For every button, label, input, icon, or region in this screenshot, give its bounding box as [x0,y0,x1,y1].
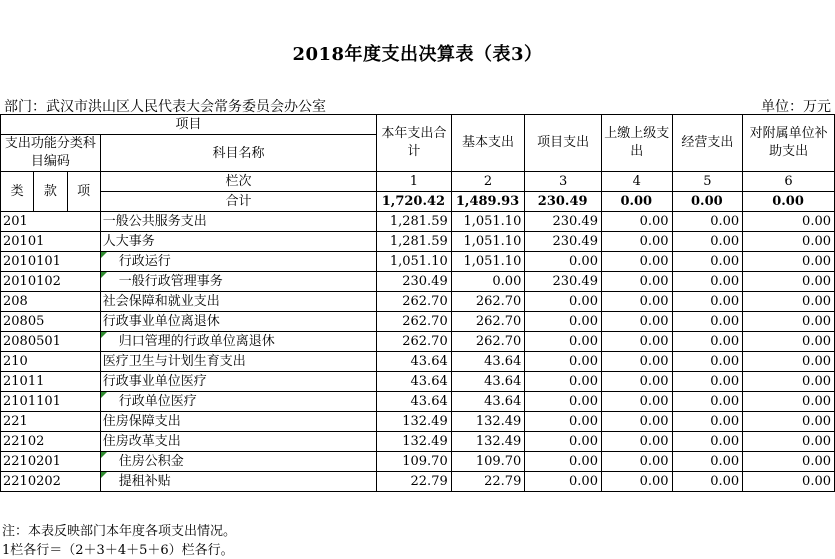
row-code: 208 [1,292,101,312]
row-value-5: 0.00 [672,372,743,392]
row-subject-name [100,272,376,292]
row-value-2: 43.64 [451,372,525,392]
row-value-1: 132.49 [377,432,452,452]
cell-comment-marker-icon [101,452,107,458]
table-row [1,452,835,472]
row-value-5: 0.00 [672,232,743,252]
row-value-3: 230.49 [525,212,602,232]
row-value-4: 0.00 [601,292,672,312]
row-value-1: 230.49 [377,272,452,292]
table-row [1,472,835,492]
row-value-2: 132.49 [451,412,525,432]
row-value-5: 0.00 [672,452,743,472]
total-value-6: 0.00 [743,192,835,212]
row-value-5: 0.00 [672,212,743,232]
table-row [1,412,835,432]
row-value-1: 262.70 [377,312,452,332]
row-code: 2010102 [1,272,101,292]
table-row [1,332,835,352]
row-subject-name [100,432,376,452]
col-number-4: 4 [601,172,672,192]
row-subject-name [100,332,376,352]
row-value-3: 0.00 [525,332,602,352]
row-value-2: 43.64 [451,352,525,372]
row-value-6: 0.00 [743,332,835,352]
total-value-2: 1,489.93 [451,192,525,212]
row-value-5: 0.00 [672,292,743,312]
row-value-5: 0.00 [672,472,743,492]
row-subject-name [100,412,376,432]
cell-comment-marker-icon [101,332,107,338]
row-value-6: 0.00 [743,312,835,332]
row-value-4: 0.00 [601,312,672,332]
row-value-1: 132.49 [377,412,452,432]
total-value-3: 230.49 [525,192,602,212]
row-value-3: 0.00 [525,352,602,372]
row-value-2: 262.70 [451,292,525,312]
row-subject-label: 人大事务 [102,234,155,249]
row-value-1: 43.64 [377,352,452,372]
row-code: 20101 [1,232,101,252]
row-code: 2210202 [1,472,101,492]
row-value-1: 22.79 [377,472,452,492]
row-value-5: 0.00 [672,332,743,352]
row-value-2: 0.00 [451,272,525,292]
row-value-6: 0.00 [743,212,835,232]
table-row [1,372,835,392]
row-subject-name [100,472,376,492]
row-value-2: 1,051.10 [451,252,525,272]
header-lei: 类 [1,172,34,212]
row-value-1: 1,281.59 [377,232,452,252]
row-value-3: 0.00 [525,372,602,392]
table-row [1,352,835,372]
total-value-1: 1,720.42 [377,192,452,212]
row-value-6: 0.00 [743,472,835,492]
row-value-1: 1,051.10 [377,252,452,272]
col-number-5: 5 [672,172,743,192]
row-value-4: 0.00 [601,232,672,252]
cell-comment-marker-icon [101,472,107,478]
row-subject-label: 一般行政管理事务 [118,274,223,289]
table-row [1,292,835,312]
row-value-5: 0.00 [672,252,743,272]
table-row [1,312,835,332]
header-item: 项目 [1,115,377,135]
table-header [1,115,835,212]
row-value-2: 1,051.10 [451,232,525,252]
row-value-3: 0.00 [525,392,602,412]
row-subject-name [100,252,376,272]
row-subject-label: 住房公积金 [118,454,184,469]
row-value-6: 0.00 [743,352,835,372]
row-subject-label: 行政运行 [118,254,171,269]
expenditure-table [0,114,835,492]
table-row [1,272,835,292]
row-subject-name [100,372,376,392]
table-row [1,212,835,232]
row-code: 2210201 [1,452,101,472]
row-subject-label: 行政单位医疗 [118,394,197,409]
row-value-6: 0.00 [743,432,835,452]
row-value-1: 262.70 [377,332,452,352]
row-code: 2101101 [1,392,101,412]
row-code: 201 [1,212,101,232]
row-value-3: 0.00 [525,472,602,492]
department-label: 部门：武汉市洪山区人民代表大会常务委员会办公室 [4,99,326,115]
row-value-1: 262.70 [377,292,452,312]
col-number-2: 2 [451,172,525,192]
row-code: 22102 [1,432,101,452]
header-xiang: 项 [67,172,100,212]
row-value-5: 0.00 [672,392,743,412]
row-value-4: 0.00 [601,372,672,392]
row-value-1: 1,281.59 [377,212,452,232]
row-value-5: 0.00 [672,432,743,452]
row-value-1: 43.64 [377,372,452,392]
row-value-4: 0.00 [601,352,672,372]
row-value-6: 0.00 [743,272,835,292]
row-subject-name [100,292,376,312]
row-value-6: 0.00 [743,232,835,252]
row-value-4: 0.00 [601,432,672,452]
col-number-label: 栏次 [100,172,376,192]
row-subject-name [100,212,376,232]
row-value-3: 0.00 [525,252,602,272]
row-value-4: 0.00 [601,452,672,472]
row-value-2: 262.70 [451,312,525,332]
row-value-2: 132.49 [451,432,525,452]
row-value-6: 0.00 [743,392,835,412]
row-value-5: 0.00 [672,312,743,332]
table-row [1,252,835,272]
cell-comment-marker-icon [101,392,107,398]
row-value-6: 0.00 [743,372,835,392]
cell-comment-marker-icon [101,272,107,278]
total-value-5: 0.00 [672,192,743,212]
row-subject-name [100,392,376,412]
row-value-2: 22.79 [451,472,525,492]
row-subject-label: 行政事业单位医疗 [102,374,207,389]
col-number-1: 1 [377,172,452,192]
row-value-3: 0.00 [525,452,602,472]
header-col-5: 经营支出 [672,115,743,172]
row-subject-label: 医疗卫生与计划生育支出 [102,354,246,369]
row-value-1: 43.64 [377,392,452,412]
row-value-6: 0.00 [743,412,835,432]
row-subject-name [100,312,376,332]
header-col-1: 本年支出合计 [377,115,452,172]
row-code: 2010101 [1,252,101,272]
total-label: 合计 [100,192,376,212]
row-value-4: 0.00 [601,252,672,272]
row-value-3: 230.49 [525,232,602,252]
row-value-3: 0.00 [525,292,602,312]
row-subject-name [100,452,376,472]
table-row [1,432,835,452]
row-code: 210 [1,352,101,372]
row-subject-label: 行政事业单位离退休 [102,314,220,329]
cell-comment-marker-icon [101,252,107,258]
row-value-4: 0.00 [601,212,672,232]
header-subject-name: 科目名称 [100,135,376,172]
row-subject-name [100,352,376,372]
row-value-6: 0.00 [743,252,835,272]
footnote-1: 注：本表反映部门本年度各项支出情况。 [2,524,237,539]
row-value-3: 0.00 [525,432,602,452]
row-value-4: 0.00 [601,412,672,432]
row-subject-label: 归口管理的行政单位离退休 [118,334,275,349]
row-subject-name [100,232,376,252]
row-value-6: 0.00 [743,292,835,312]
row-subject-label: 社会保障和就业支出 [102,294,220,309]
row-value-1: 109.70 [377,452,452,472]
header-col-4: 上缴上级支出 [601,115,672,172]
row-code: 2080501 [1,332,101,352]
page-title: 2018年度支出决算表（表3） [292,44,543,65]
row-value-2: 43.64 [451,392,525,412]
row-subject-label: 提租补贴 [118,474,171,489]
row-value-4: 0.00 [601,392,672,412]
row-value-5: 0.00 [672,412,743,432]
row-value-3: 0.00 [525,412,602,432]
row-subject-label: 一般公共服务支出 [102,214,207,229]
row-code: 221 [1,412,101,432]
row-value-2: 1,051.10 [451,212,525,232]
col-number-6: 6 [743,172,835,192]
row-value-4: 0.00 [601,472,672,492]
row-value-5: 0.00 [672,272,743,292]
row-subject-label: 住房保障支出 [102,414,181,429]
row-value-6: 0.00 [743,452,835,472]
table-row [1,232,835,252]
row-value-2: 262.70 [451,332,525,352]
row-value-5: 0.00 [672,352,743,372]
row-code: 21011 [1,372,101,392]
unit-label: 单位：万元 [761,99,831,115]
row-code: 20805 [1,312,101,332]
col-number-3: 3 [525,172,602,192]
header-kuan: 款 [34,172,67,212]
header-col-2: 基本支出 [451,115,525,172]
table-body [1,212,835,492]
row-value-4: 0.00 [601,272,672,292]
table-row [1,392,835,412]
row-value-4: 0.00 [601,332,672,352]
row-subject-label: 住房改革支出 [102,434,181,449]
total-value-4: 0.00 [601,192,672,212]
footnote-2: 1栏各行＝（2＋3＋4＋5＋6）栏各行。 [2,543,234,558]
row-value-3: 0.00 [525,312,602,332]
header-func-code: 支出功能分类科目编码 [1,135,101,172]
row-value-3: 230.49 [525,272,602,292]
header-col-6: 对附属单位补助支出 [743,115,835,172]
row-value-2: 109.70 [451,452,525,472]
header-col-3: 项目支出 [525,115,602,172]
